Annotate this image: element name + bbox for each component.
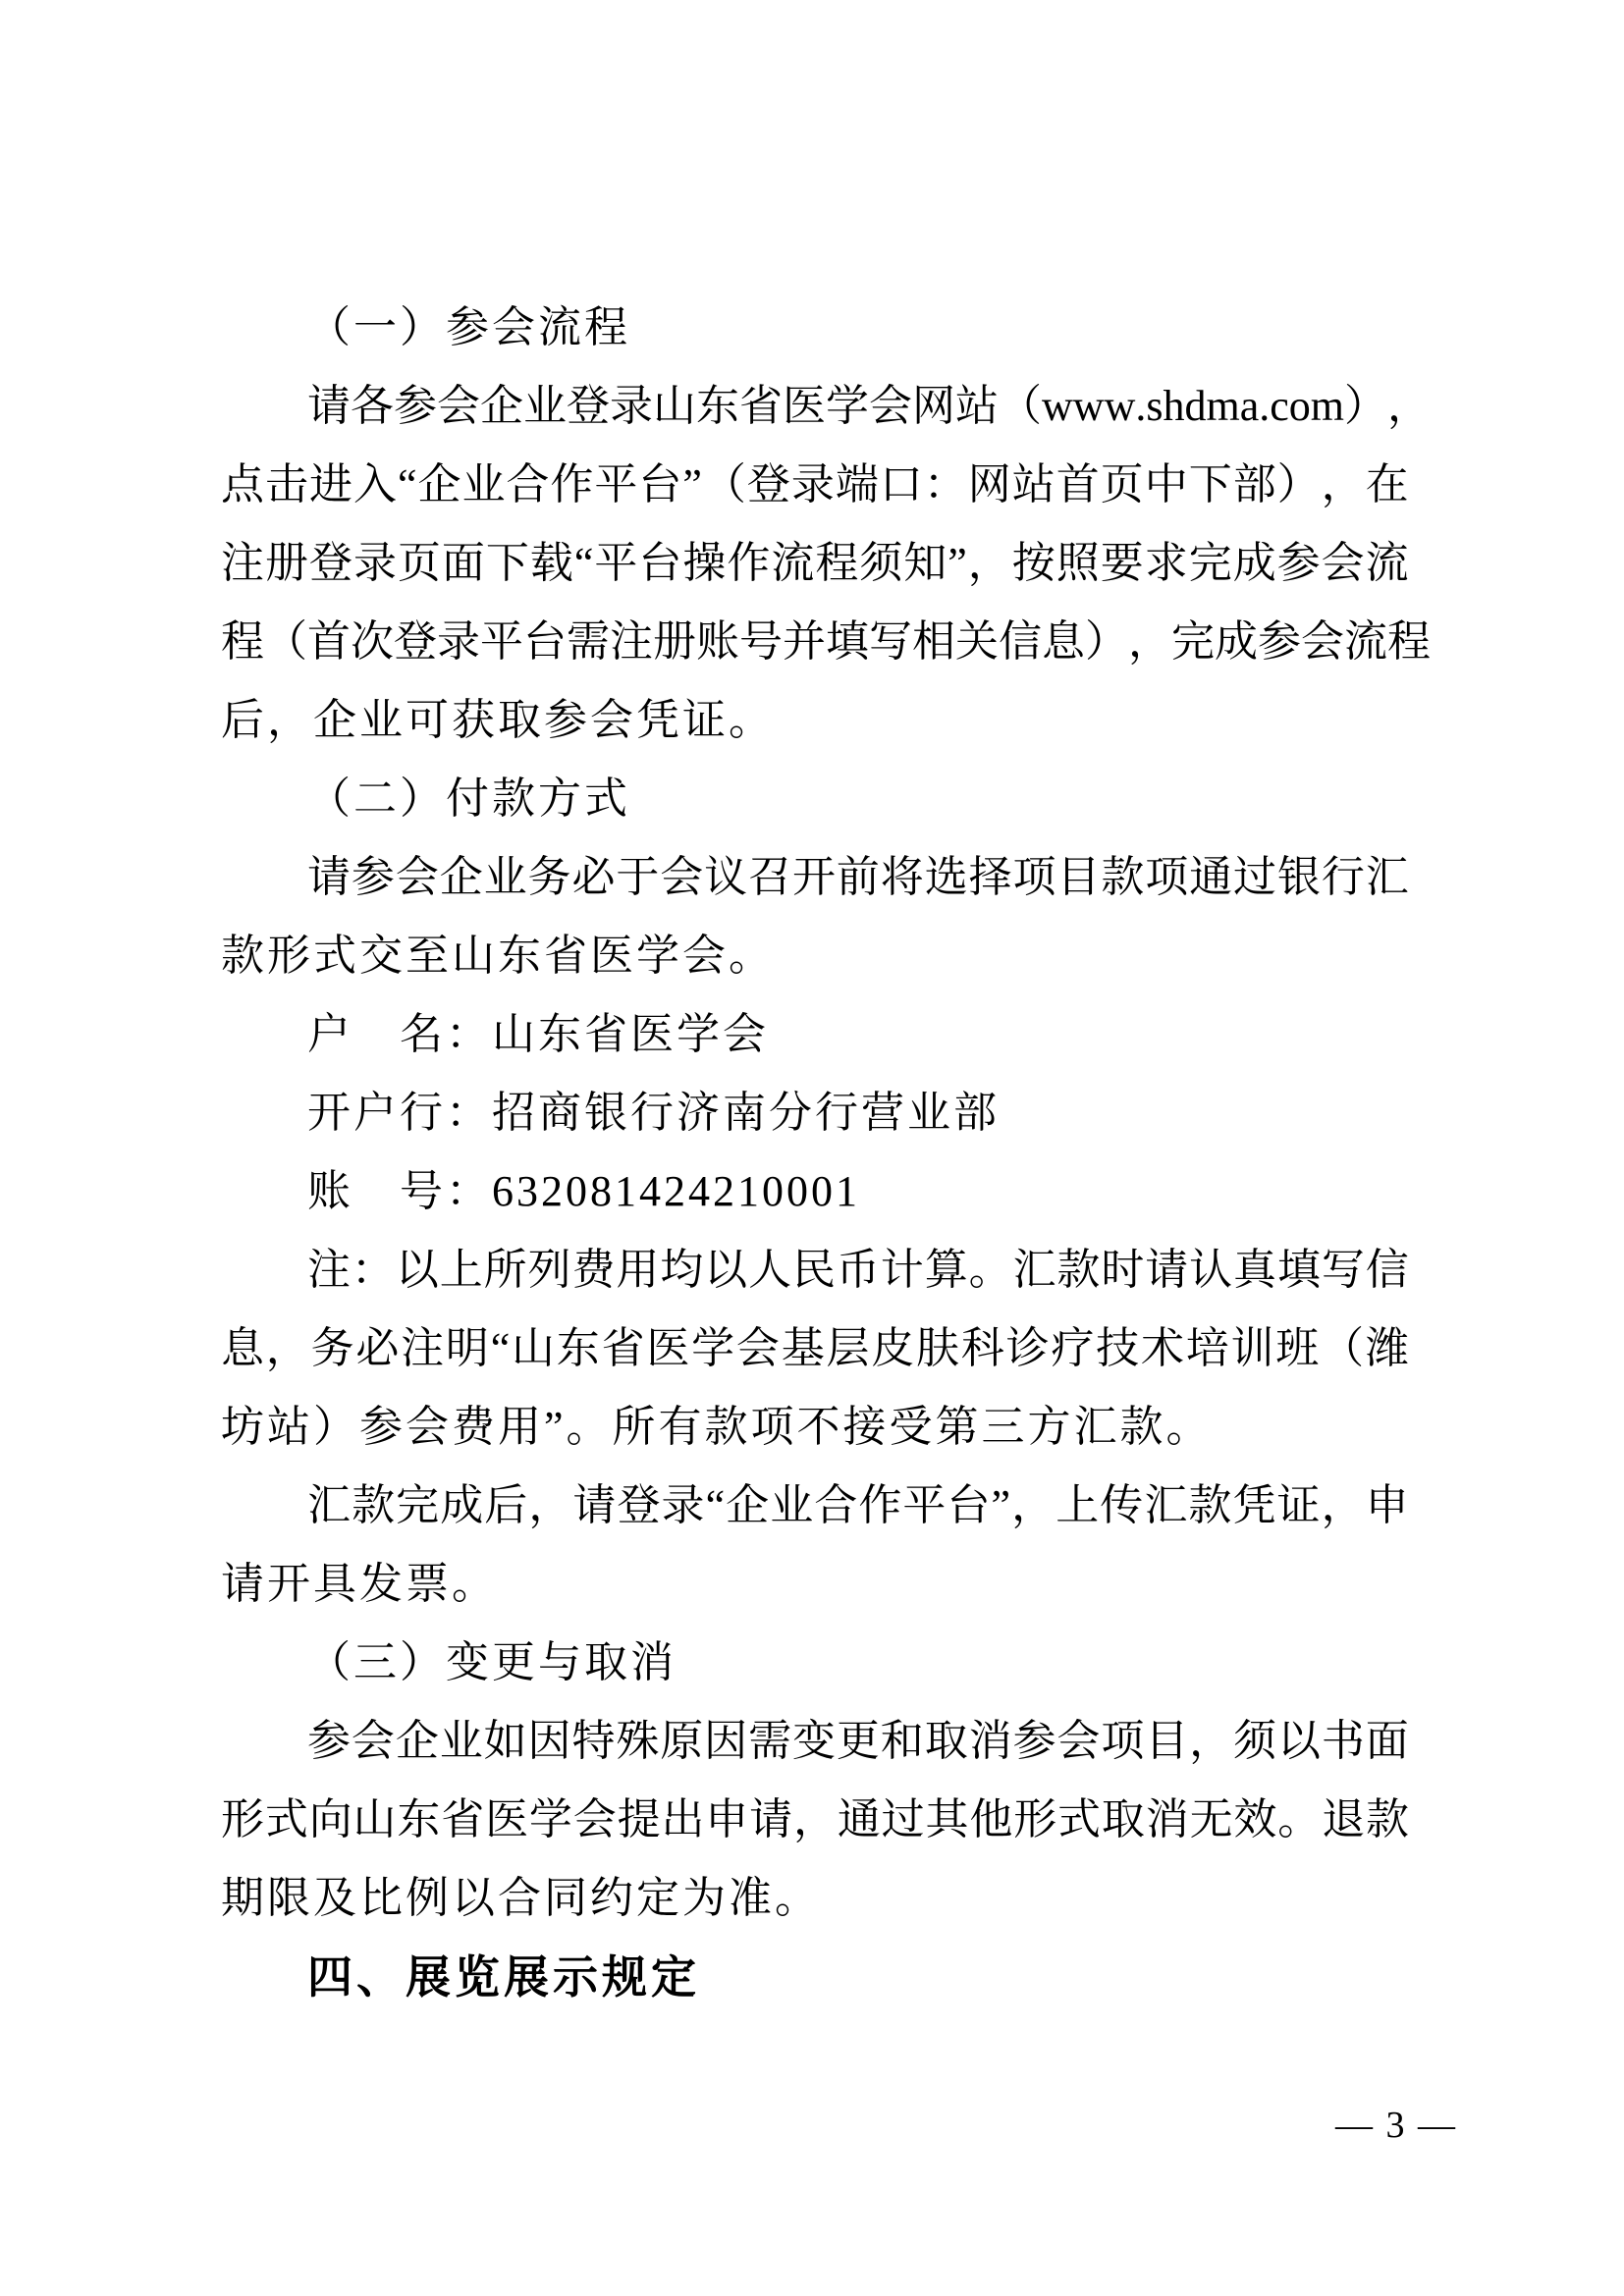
text-line: 点 击 进 入 “ 企 业 合 作 平 台 ” （ 登 录 端 口 ： 网 站 首 页 中 下 部 ） ， 在	[221, 460, 1409, 508]
text-line: 形 式 向 山 东 省 医 学 会 提 出 申 请 ， 通 过 其 他 形 式 取 消 无 效 。 退 款	[221, 1795, 1409, 1843]
text-line: 程 （ 首 次 登 录 平 台 需 注 册 账 号 并 填 写 相 关 信 息 ） ， 完 成 参 会 流 程	[221, 617, 1431, 666]
text-line: 汇 款 完 成 后 ， 请 登 录 “ 企 业 合 作 平 台 ” ， 上 传 汇 款 凭 证 ， 申	[307, 1481, 1409, 1529]
text-line: 请 各 参 会 企 业 登 录 山 东 省 医 学 会 网 站 （ w w w . s h d m a . c o m ） ，	[307, 382, 1431, 430]
text-line: 期限及比例以合同约定为准。	[221, 1874, 821, 1922]
bank-account-number-line: 账 号：632081424210001	[307, 1167, 860, 1215]
bank-account-name-line: 户 名：山东省医学会	[307, 1010, 769, 1058]
document-body	[221, 289, 1431, 2016]
page-number: — 3 —	[1335, 2105, 1457, 2146]
text-line: 息 ， 务 必 注 明 “ 山 东 省 医 学 会 基 层 皮 肤 科 诊 疗 技 术 培 训 班 （ 潍	[221, 1324, 1409, 1372]
text-line: 参 会 企 业 如 因 特 殊 原 因 需 变 更 和 取 消 参 会 项 目 ， 须 以 书 面	[307, 1717, 1409, 1765]
text-line: 坊站）参会费用”。所有款项不接受第三方汇款。	[221, 1403, 1213, 1451]
text-line: 请开具发票。	[221, 1560, 498, 1608]
subheading-change-cancel: （三）变更与取消	[307, 1638, 677, 1686]
text-line: 请 参 会 企 业 务 必 于 会 议 召 开 前 将 选 择 项 目 款 项 通 过 银 行 汇	[307, 853, 1409, 901]
text-line: 款形式交至山东省医学会。	[221, 932, 775, 980]
subheading-payment-method: （二）付款方式	[307, 774, 630, 823]
subheading-participation-process: （一）参会流程	[307, 303, 630, 351]
bank-branch-line: 开户行：招商银行济南分行营业部	[307, 1089, 1000, 1137]
text-line: 注 册 登 录 页 面 下 载 “ 平 台 操 作 流 程 须 知 ” ， 按 照 要 求 完 成 参 会 流	[221, 539, 1409, 587]
text-line: 后，企业可获取参会凭证。	[221, 696, 775, 744]
section-heading-exhibition-rules: 四、展览展示规定	[307, 1951, 700, 2002]
text-line: 注 ： 以 上 所 列 费 用 均 以 人 民 币 计 算 。 汇 款 时 请 认 真 填 写 信	[307, 1246, 1409, 1294]
